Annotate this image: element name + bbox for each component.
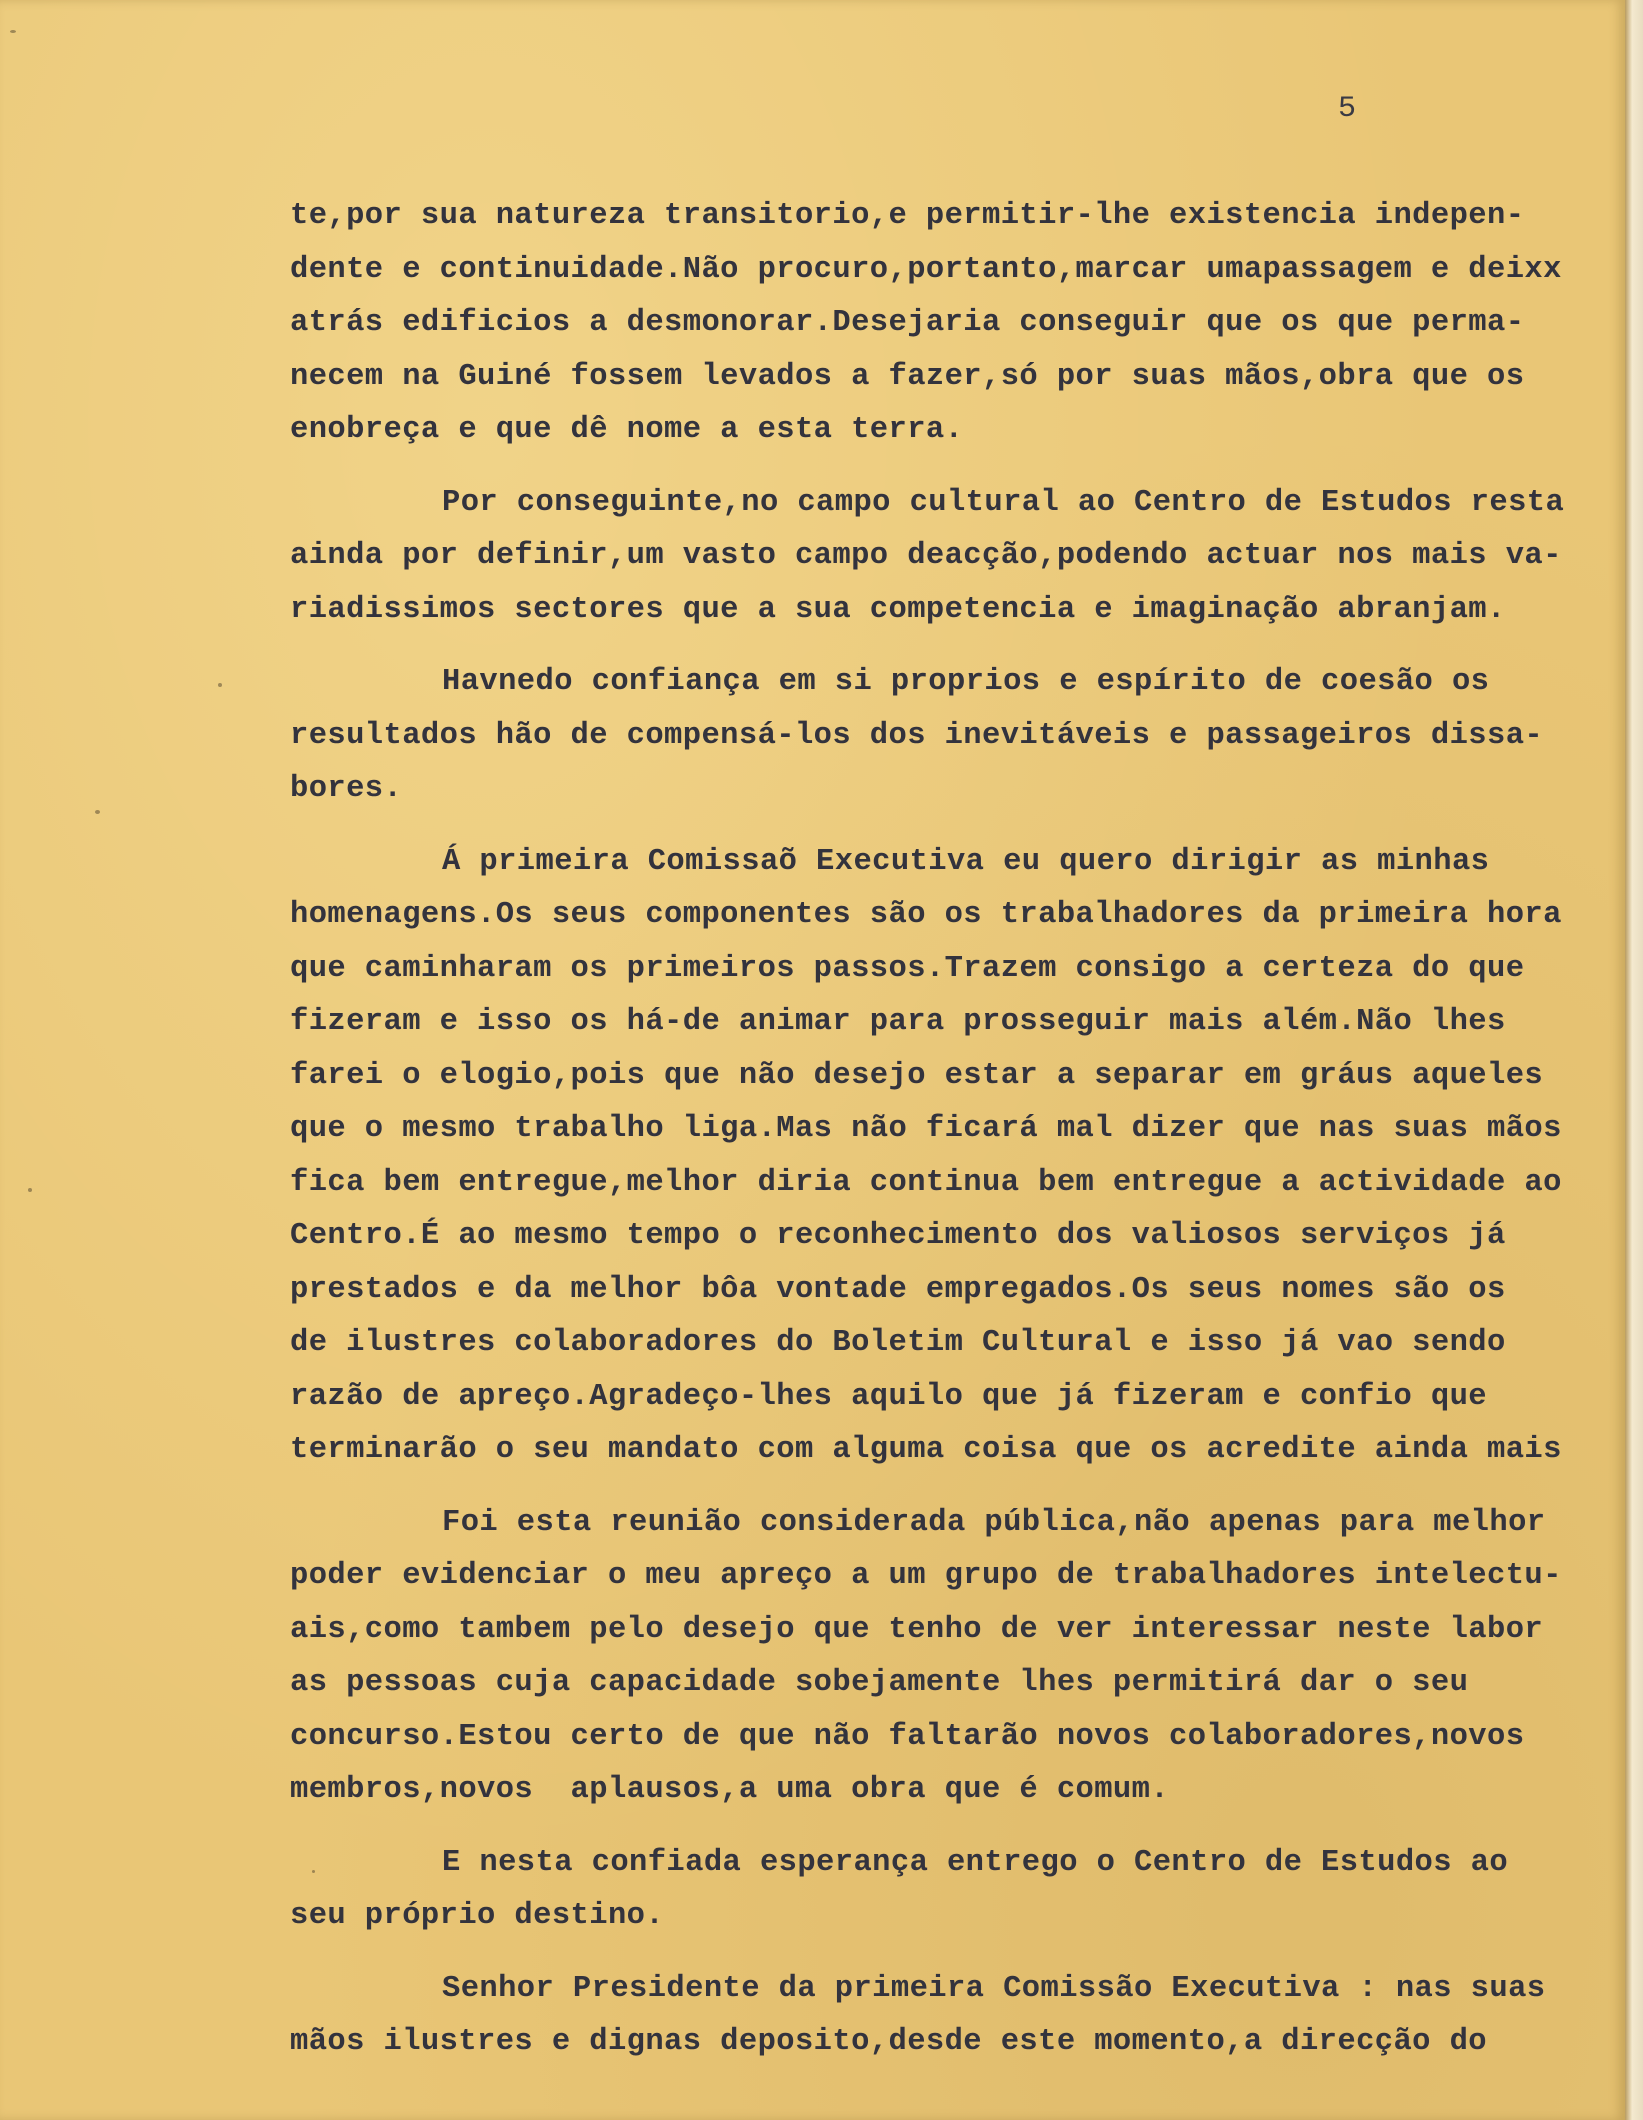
typewritten-body — [290, 190, 1620, 2089]
text-line: Senhor Presidente da primeira Comissão Executiva : nas suas — [442, 1971, 1546, 2006]
page-number: 5 — [1338, 92, 1357, 126]
text-line: ais,como tambem pelo desejo que tenho de ver interessar neste labor — [290, 1612, 1544, 1647]
page-edge — [1625, 0, 1643, 2120]
text-line: fizeram e isso os há-de animar para prosseguir mais além.Não lhes — [290, 1005, 1506, 1039]
text-line: que caminharam os primeiros passos.Trazem consigo a certeza do que — [290, 951, 1525, 986]
text-line: fica bem entregue,melhor diria continua bem entregue a actividade ao — [290, 1165, 1562, 1200]
text-line: Por conseguinte,no campo cultural ao Centro de Estudos resta — [442, 485, 1565, 520]
text-line: concurso.Estou certo de que não faltarão novos colaboradores,novos — [290, 1719, 1525, 1754]
text-line: terminarão o seu mandato com alguma coisa que os acredite ainda mais — [290, 1433, 1562, 1467]
paragraph — [290, 477, 1620, 638]
paper-speck — [218, 683, 222, 687]
paragraph — [290, 656, 1620, 817]
text-line: de ilustres colaboradores do Boletim Cultural e isso já vao sendo — [290, 1326, 1506, 1360]
paper-speck — [95, 810, 100, 814]
text-line: razão de apreço.Agradeço-lhes aquilo que já fizeram e confio que — [290, 1379, 1487, 1414]
text-line: bores. — [290, 772, 403, 806]
paper-speck — [28, 1188, 32, 1192]
text-line: membros,novos aplausos,a uma obra que é comum. — [290, 1773, 1170, 1807]
paragraph — [290, 836, 1620, 1478]
text-line: Á primeira Comissaõ Executiva eu quero dirigir as minhas — [442, 844, 1490, 879]
text-line: atrás edificios a desmonorar.Desejaria conseguir que os que perma- — [290, 306, 1525, 340]
text-line: resultados hão de compensá-los dos inevitáveis e passageiros dissa- — [290, 718, 1544, 753]
text-line: Foi esta reunião considerada pública,não apenas para melhor — [442, 1505, 1546, 1540]
paragraph — [290, 1497, 1620, 1818]
text-line: Havnedo confiança em si proprios e espírito de coesão os — [442, 665, 1490, 699]
text-line: E nesta confiada esperança entrego o Centro de Estudos ao — [442, 1845, 1509, 1880]
text-line: mãos ilustres e dignas deposito,desde este momento,a direcção do — [290, 2025, 1487, 2059]
text-line: farei o elogio,pois que não desejo estar a separar em gráus aqueles — [290, 1058, 1544, 1093]
text-line: prestados e da melhor bôa vontade empregados.Os seus nomes são os — [290, 1272, 1506, 1307]
text-line: necem na Guiné fossem levados a fazer,só por suas mãos,obra que os — [290, 359, 1525, 394]
paper-speck — [10, 30, 16, 33]
text-line: te,por sua natureza transitorio,e permitir-lhe existencia indepen- — [290, 199, 1525, 233]
text-line: as pessoas cuja capacidade sobejamente lhes permitirá dar o seu — [290, 1666, 1469, 1700]
text-line: ainda por definir,um vasto campo deacção,podendo actuar nos mais va- — [290, 539, 1562, 573]
text-line: poder evidenciar o meu apreço a um grupo de trabalhadores intelectu- — [290, 1559, 1562, 1593]
text-line: dente e continuidade.Não procuro,portanto,marcar umapassagem e deixx — [290, 252, 1562, 287]
paragraph — [290, 190, 1620, 458]
text-line: riadissimos sectores que a sua competencia e imaginação abranjam. — [290, 592, 1506, 627]
text-line: homenagens.Os seus componentes são os trabalhadores da primeira hora — [290, 898, 1562, 932]
text-line: enobreça e que dê nome a esta terra. — [290, 413, 964, 447]
paragraph — [290, 1963, 1620, 2070]
text-line: seu próprio destino. — [290, 1899, 665, 1933]
paragraph — [290, 1837, 1620, 1944]
text-line: Centro.É ao mesmo tempo o reconhecimento dos valiosos serviços já — [290, 1219, 1506, 1253]
text-line: que o mesmo trabalho liga.Mas não ficará mal dizer que nas suas mãos — [290, 1112, 1562, 1146]
